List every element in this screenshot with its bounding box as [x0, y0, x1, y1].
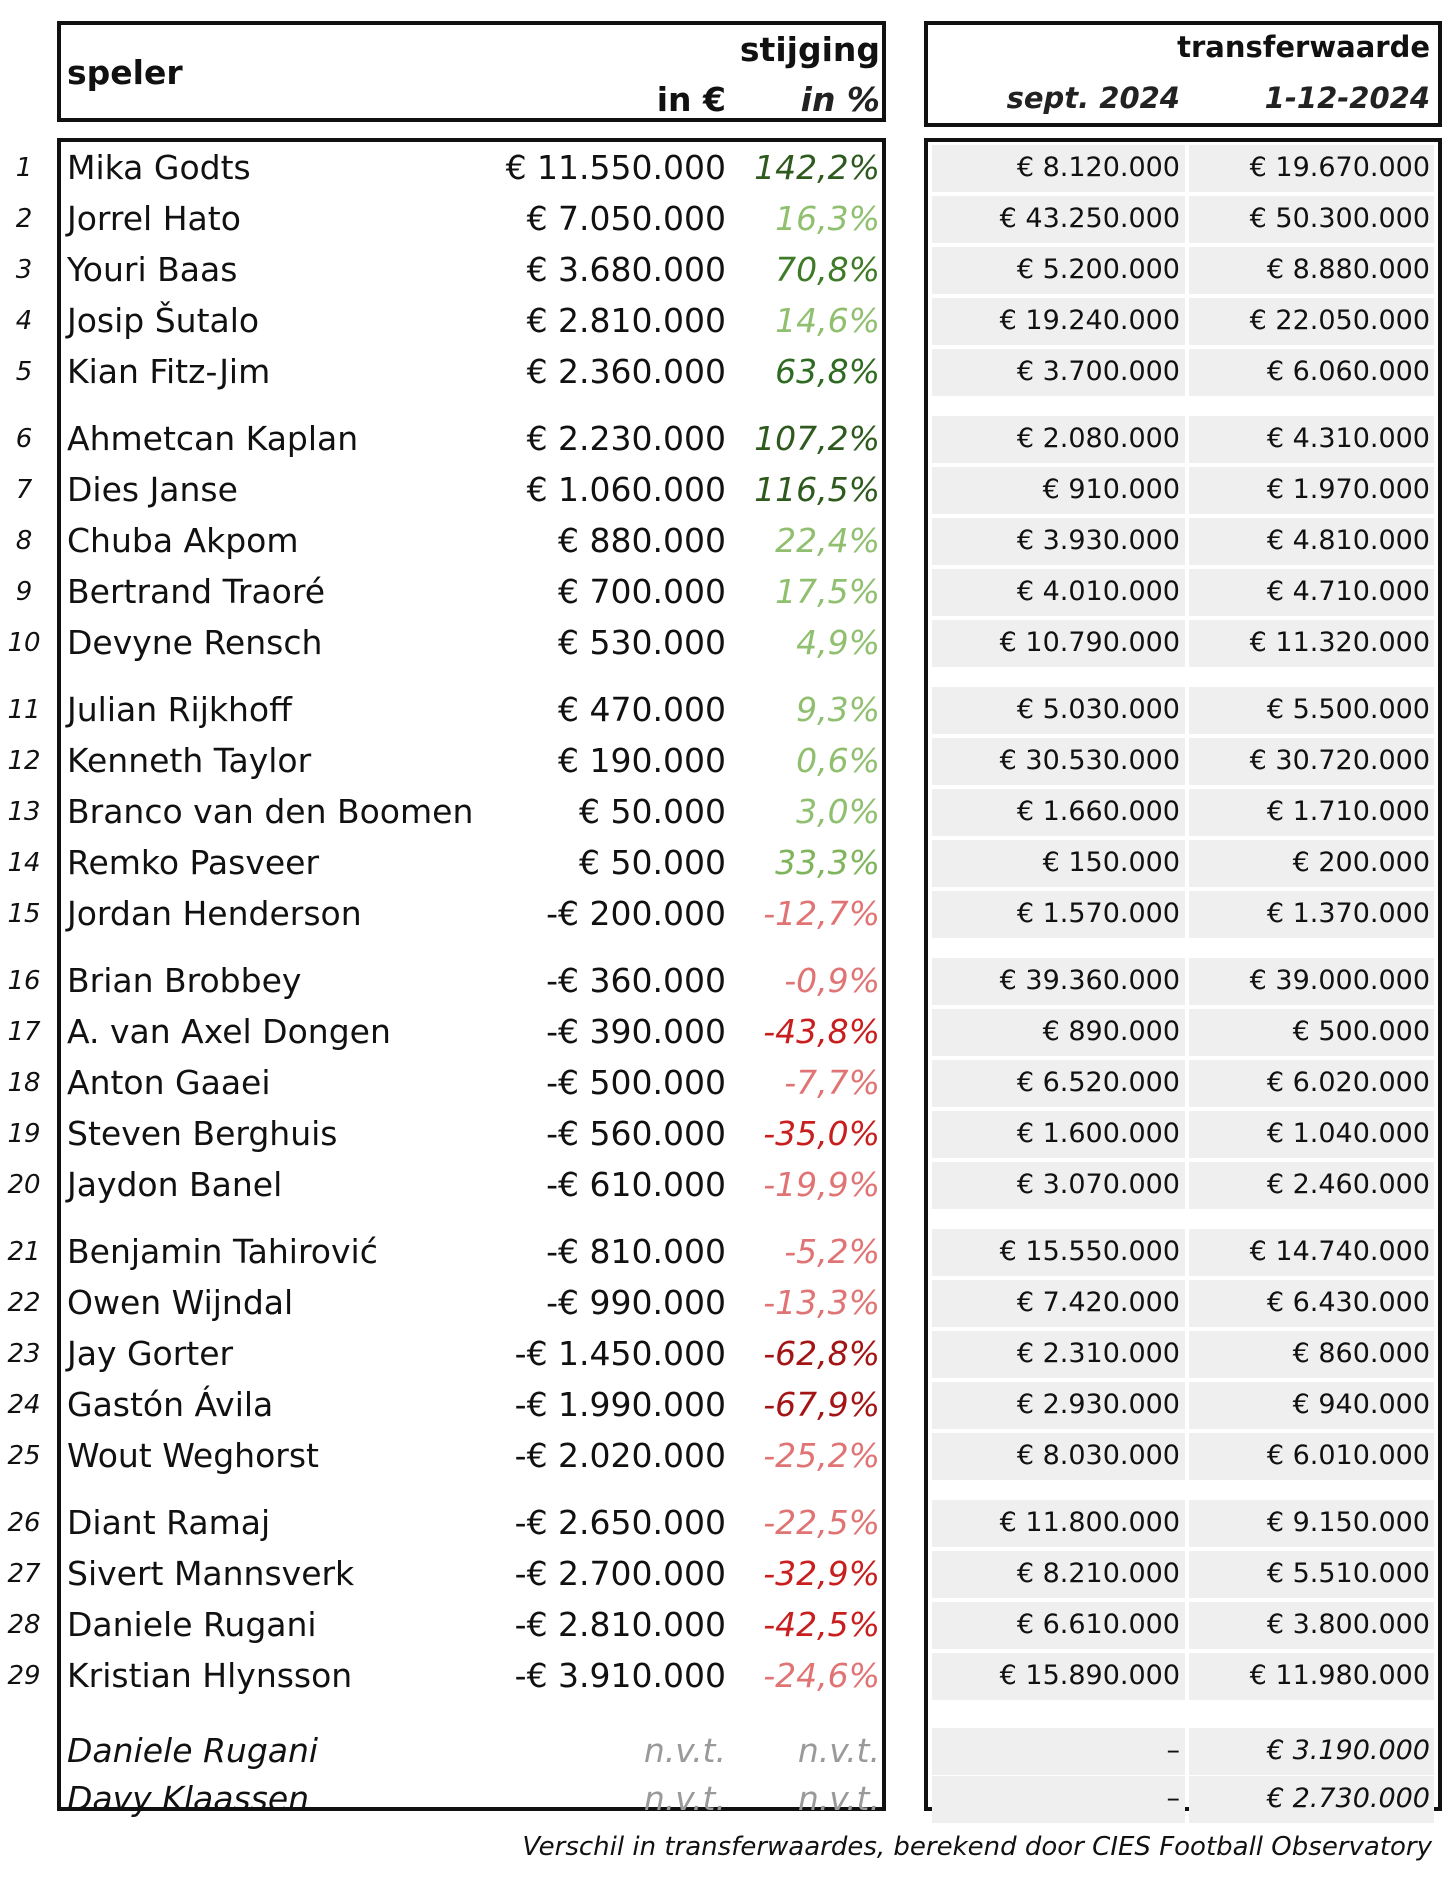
player-name: A. van Axel Dongen	[67, 1012, 391, 1051]
value-sept-2024: € 30.530.000	[999, 745, 1180, 776]
player-name: Kenneth Taylor	[67, 741, 312, 780]
value-sept-2024: € 1.660.000	[1016, 796, 1180, 827]
value-change-percent: 3,0%	[796, 792, 880, 831]
value-sept-2024: € 43.250.000	[999, 203, 1180, 234]
value-change-percent: 70,8%	[775, 250, 880, 289]
value-sept-2024: € 3.700.000	[1016, 356, 1180, 387]
value-change-amount: € 11.550.000	[505, 148, 726, 187]
player-name: Kian Fitz-Jim	[67, 352, 271, 391]
row-number: 24	[7, 1390, 41, 1420]
player-name: Youri Baas	[67, 250, 238, 289]
player-name: Jay Gorter	[67, 1334, 234, 1373]
value-sept-2024: € 39.360.000	[999, 965, 1180, 996]
value-change-amount: € 50.000	[579, 843, 726, 882]
row-number: 5	[15, 357, 33, 387]
player-name: Mika Godts	[67, 148, 251, 187]
row-number: 2	[15, 204, 33, 234]
value-dec-2024: € 860.000	[1292, 1338, 1430, 1369]
value-change-percent: 33,3%	[775, 843, 880, 882]
player-name: Gastón Ávila	[67, 1385, 274, 1424]
value-change-percent: 116,5%	[754, 470, 880, 509]
header-stijging: stijging	[739, 30, 880, 69]
value-change-percent: -22,5%	[763, 1503, 880, 1542]
value-sept-2024: € 5.030.000	[1016, 694, 1180, 725]
value-sept-2024: € 3.930.000	[1016, 525, 1180, 556]
value-sept-2024: € 5.200.000	[1016, 254, 1180, 285]
header-in-pct: in %	[800, 80, 880, 119]
value-change-percent: -25,2%	[763, 1436, 880, 1475]
value-change-percent: 9,3%	[796, 690, 880, 729]
value-sept-2024: € 3.070.000	[1016, 1169, 1180, 1200]
row-number: 23	[7, 1339, 41, 1369]
value-change-amount: -€ 500.000	[546, 1063, 726, 1102]
value-change-amount: -€ 560.000	[546, 1114, 726, 1153]
value-sept-2024: € 2.930.000	[1016, 1389, 1180, 1420]
value-change-amount: -€ 2.650.000	[514, 1503, 726, 1542]
value-dec-2024: € 4.710.000	[1266, 576, 1430, 607]
player-name: Devyne Rensch	[67, 623, 323, 662]
player-name: Diant Ramaj	[67, 1503, 271, 1542]
value-change-percent: 17,5%	[775, 572, 880, 611]
value-change-amount: -€ 3.910.000	[514, 1656, 726, 1695]
player-name: Kristian Hlynsson	[67, 1656, 353, 1695]
value-sept-2024: € 2.080.000	[1016, 423, 1180, 454]
value-change-amount: € 2.230.000	[526, 419, 726, 458]
value-dec-2024: € 6.010.000	[1266, 1440, 1430, 1471]
player-name: Dies Janse	[67, 470, 238, 509]
value-dec-2024: € 1.370.000	[1266, 898, 1430, 929]
value-dec-2024: € 5.510.000	[1266, 1558, 1430, 1589]
value-dec-2024: € 3.800.000	[1266, 1609, 1430, 1640]
player-name: Owen Wijndal	[67, 1283, 294, 1322]
value-dec-2024: € 4.810.000	[1266, 525, 1430, 556]
value-change-percent: 14,6%	[775, 301, 880, 340]
header-speler: speler	[67, 53, 183, 92]
value-change-amount: € 190.000	[558, 741, 726, 780]
value-change-amount: n.v.t.	[643, 1731, 726, 1770]
row-number: 11	[7, 695, 41, 725]
row-number: 16	[7, 966, 41, 996]
player-name: Sivert Mannsverk	[67, 1554, 355, 1593]
player-name: Julian Rijkhoff	[67, 690, 292, 729]
row-number: 14	[7, 848, 41, 878]
value-change-amount: € 1.060.000	[526, 470, 726, 509]
value-change-amount: -€ 2.810.000	[514, 1605, 726, 1644]
value-dec-2024: € 3.190.000	[1266, 1735, 1430, 1766]
value-change-amount: -€ 1.990.000	[514, 1385, 726, 1424]
value-dec-2024: € 6.430.000	[1266, 1287, 1430, 1318]
value-sept-2024: € 8.210.000	[1016, 1558, 1180, 1589]
header-sept: sept. 2024	[1006, 81, 1180, 115]
value-change-amount: n.v.t.	[643, 1779, 726, 1818]
value-sept-2024: € 6.520.000	[1016, 1067, 1180, 1098]
value-change-amount: -€ 990.000	[546, 1283, 726, 1322]
row-number: 4	[15, 306, 33, 336]
value-sept-2024: € 2.310.000	[1016, 1338, 1180, 1369]
value-change-percent: -19,9%	[763, 1165, 880, 1204]
value-dec-2024: € 8.880.000	[1266, 254, 1430, 285]
row-number: 10	[7, 628, 41, 658]
row-number: 25	[7, 1441, 41, 1471]
player-name: Ahmetcan Kaplan	[67, 419, 359, 458]
value-change-percent: -62,8%	[763, 1334, 880, 1373]
value-dec-2024: € 11.980.000	[1249, 1660, 1430, 1691]
value-change-amount: € 470.000	[558, 690, 726, 729]
value-change-amount: -€ 200.000	[546, 894, 726, 933]
value-dec-2024: € 1.040.000	[1266, 1118, 1430, 1149]
value-sept-2024: € 1.600.000	[1016, 1118, 1180, 1149]
value-change-amount: -€ 2.020.000	[514, 1436, 726, 1475]
value-sept-2024: € 8.120.000	[1016, 152, 1180, 183]
player-name: Chuba Akpom	[67, 521, 299, 560]
value-sept-2024: –	[1166, 1735, 1180, 1766]
row-number: 29	[7, 1661, 41, 1691]
row-number: 13	[7, 797, 41, 827]
value-sept-2024: € 890.000	[1042, 1016, 1180, 1047]
player-name: Wout Weghorst	[67, 1436, 319, 1475]
value-dec-2024: € 200.000	[1292, 847, 1430, 878]
value-change-amount: € 3.680.000	[526, 250, 726, 289]
value-dec-2024: € 50.300.000	[1249, 203, 1430, 234]
player-name: Brian Brobbey	[67, 961, 302, 1000]
value-dec-2024: € 2.460.000	[1266, 1169, 1430, 1200]
value-sept-2024: € 15.890.000	[999, 1660, 1180, 1691]
value-dec-2024: € 19.670.000	[1249, 152, 1430, 183]
row-number: 26	[7, 1508, 41, 1538]
value-change-percent: -43,8%	[763, 1012, 880, 1051]
row-number: 20	[7, 1170, 41, 1200]
value-change-amount: € 7.050.000	[526, 199, 726, 238]
value-sept-2024: € 8.030.000	[1016, 1440, 1180, 1471]
value-change-percent: 63,8%	[775, 352, 880, 391]
row-number: 1	[15, 153, 33, 183]
value-sept-2024: € 10.790.000	[999, 627, 1180, 658]
value-change-percent: -42,5%	[763, 1605, 880, 1644]
header-dec: 1-12-2024	[1264, 81, 1430, 115]
player-name: Bertrand Traoré	[67, 572, 326, 611]
value-sept-2024: € 15.550.000	[999, 1236, 1180, 1267]
header-in-euro: in €	[656, 80, 726, 119]
value-dec-2024: € 14.740.000	[1249, 1236, 1430, 1267]
value-sept-2024: € 11.800.000	[999, 1507, 1180, 1538]
value-dec-2024: € 9.150.000	[1266, 1507, 1430, 1538]
row-number: 27	[7, 1559, 41, 1589]
row-number: 8	[15, 526, 33, 556]
row-number: 7	[15, 475, 33, 505]
value-change-amount: € 530.000	[558, 623, 726, 662]
value-change-percent: -13,3%	[763, 1283, 880, 1322]
player-name: Jordan Henderson	[67, 894, 362, 933]
value-change-percent: -67,9%	[763, 1385, 880, 1424]
value-dec-2024: € 500.000	[1292, 1016, 1430, 1047]
value-change-percent: -0,9%	[784, 961, 880, 1000]
value-change-amount: -€ 810.000	[546, 1232, 726, 1271]
value-change-amount: € 2.810.000	[526, 301, 726, 340]
value-change-percent: 4,9%	[796, 623, 880, 662]
player-name: Josip Šutalo	[67, 301, 260, 340]
value-change-percent: -24,6%	[763, 1656, 880, 1695]
player-name: Benjamin Tahirović	[67, 1232, 378, 1271]
value-dec-2024: € 39.000.000	[1249, 965, 1430, 996]
value-change-percent: n.v.t.	[797, 1779, 880, 1818]
row-number: 9	[15, 577, 33, 607]
value-dec-2024: € 6.060.000	[1266, 356, 1430, 387]
value-change-percent: 22,4%	[775, 521, 880, 560]
row-number: 15	[7, 899, 41, 929]
value-change-percent: n.v.t.	[797, 1731, 880, 1770]
row-number: 17	[7, 1017, 41, 1047]
value-sept-2024: € 19.240.000	[999, 305, 1180, 336]
value-change-amount: -€ 2.700.000	[514, 1554, 726, 1593]
row-number: 18	[7, 1068, 41, 1098]
value-dec-2024: € 940.000	[1292, 1389, 1430, 1420]
value-sept-2024: € 4.010.000	[1016, 576, 1180, 607]
value-dec-2024: € 1.970.000	[1266, 474, 1430, 505]
value-dec-2024: € 4.310.000	[1266, 423, 1430, 454]
value-change-percent: 142,2%	[754, 148, 880, 187]
value-dec-2024: € 6.020.000	[1266, 1067, 1430, 1098]
value-change-percent: 16,3%	[775, 199, 880, 238]
value-dec-2024: € 11.320.000	[1249, 627, 1430, 658]
row-number: 3	[15, 255, 33, 285]
row-number: 19	[7, 1119, 41, 1149]
value-change-amount: -€ 610.000	[546, 1165, 726, 1204]
value-sept-2024: € 1.570.000	[1016, 898, 1180, 929]
value-change-amount: € 880.000	[558, 521, 726, 560]
value-dec-2024: € 2.730.000	[1266, 1783, 1430, 1814]
player-name: Steven Berghuis	[67, 1114, 338, 1153]
player-name: Jaydon Banel	[67, 1165, 283, 1204]
value-change-amount: -€ 360.000	[546, 961, 726, 1000]
row-number: 22	[7, 1288, 41, 1318]
value-dec-2024: € 30.720.000	[1249, 745, 1430, 776]
player-name: Davy Klaassen	[67, 1779, 310, 1818]
value-sept-2024: € 910.000	[1042, 474, 1180, 505]
player-name: Daniele Rugani	[67, 1731, 319, 1770]
value-sept-2024: € 150.000	[1042, 847, 1180, 878]
header-transferwaarde: transferwaarde	[1177, 30, 1430, 64]
player-name: Branco van den Boomen	[67, 792, 474, 831]
value-change-amount: € 700.000	[558, 572, 726, 611]
player-name: Remko Pasveer	[67, 843, 320, 882]
row-number: 6	[15, 424, 33, 454]
value-change-amount: -€ 390.000	[546, 1012, 726, 1051]
value-dec-2024: € 5.500.000	[1266, 694, 1430, 725]
player-name: Daniele Rugani	[67, 1605, 317, 1644]
value-sept-2024: € 7.420.000	[1016, 1287, 1180, 1318]
value-change-percent: -35,0%	[763, 1114, 880, 1153]
value-change-amount: € 2.360.000	[526, 352, 726, 391]
value-sept-2024: –	[1166, 1783, 1180, 1814]
value-change-amount: -€ 1.450.000	[514, 1334, 726, 1373]
value-change-percent: -5,2%	[784, 1232, 880, 1271]
value-change-percent: 107,2%	[754, 419, 880, 458]
value-dec-2024: € 1.710.000	[1266, 796, 1430, 827]
value-change-percent: 0,6%	[796, 741, 880, 780]
player-name: Anton Gaaei	[67, 1063, 271, 1102]
value-change-percent: -12,7%	[763, 894, 880, 933]
source-footnote: Verschil in transferwaardes, berekend door CIES Football Observatory	[522, 1832, 1432, 1862]
value-change-amount: € 50.000	[579, 792, 726, 831]
value-sept-2024: € 6.610.000	[1016, 1609, 1180, 1640]
value-change-percent: -7,7%	[784, 1063, 880, 1102]
player-name: Jorrel Hato	[67, 199, 241, 238]
value-dec-2024: € 22.050.000	[1249, 305, 1430, 336]
row-number: 28	[7, 1610, 41, 1640]
row-number: 21	[7, 1237, 41, 1267]
value-change-percent: -32,9%	[763, 1554, 880, 1593]
row-number: 12	[7, 746, 41, 776]
